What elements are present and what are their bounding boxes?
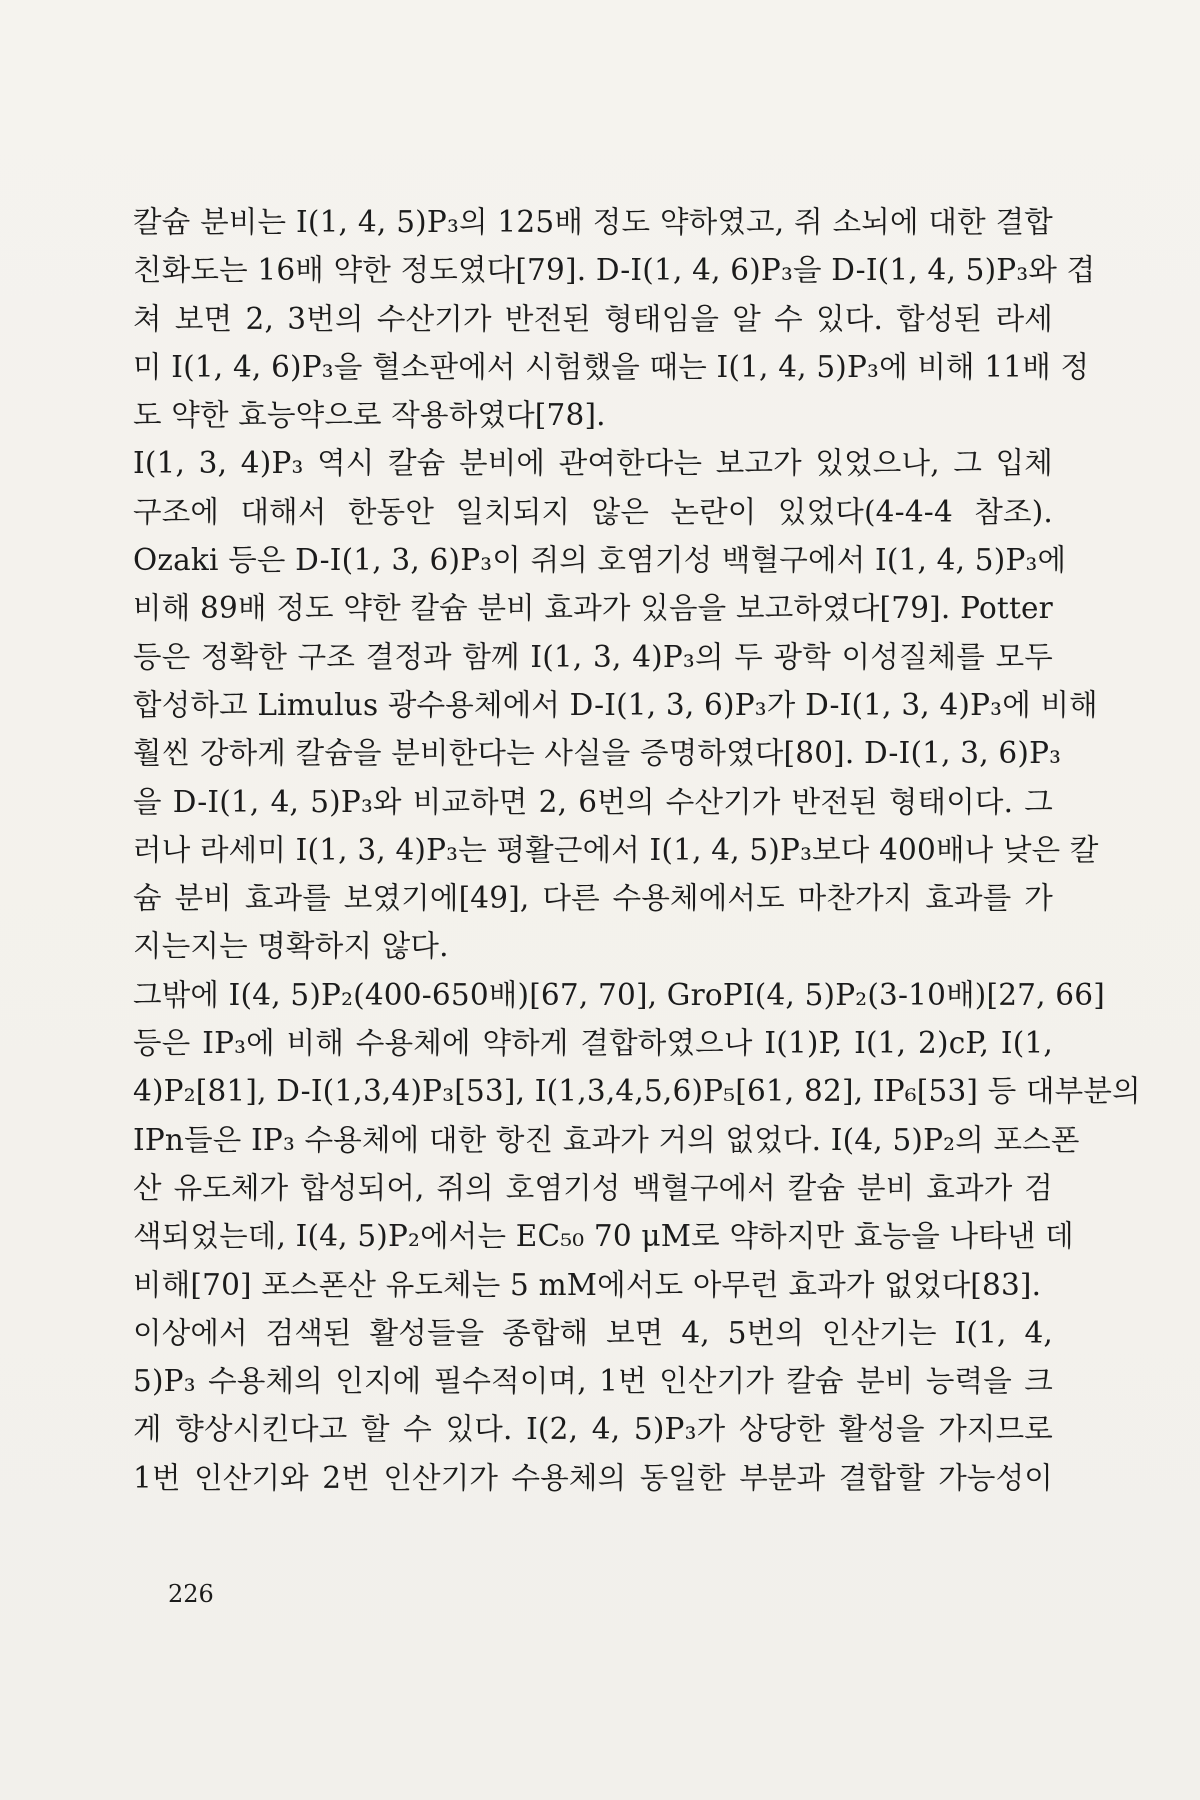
page-number: 226 xyxy=(168,1580,214,1608)
text-line: 을 D-I(1, 4, 5)P₃와 비교하면 2, 6번의 수산기가 반전된 형태이다. 그 xyxy=(133,784,1053,819)
text-line: 미 I(1, 4, 6)P₃을 혈소판에서 시험했을 때는 I(1, 4, 5)P₃에 비해 11배 정 xyxy=(133,349,1090,384)
text-line: 비해 89배 정도 약한 칼슘 분비 효과가 있음을 보고하였다[79]. Potter xyxy=(133,591,1053,626)
text-line: 훨씬 강하게 칼슘을 분비한다는 사실을 증명하였다[80]. D-I(1, 3, 6)P₃ xyxy=(133,736,1062,771)
text-line: 5)P₃ 수용체의 인지에 필수적이며, 1번 인산기가 칼슘 분비 능력을 크 xyxy=(133,1364,1053,1399)
text-line: 1번 인산기와 2번 인산기가 수용체의 동일한 부분과 결합할 가능성이 xyxy=(133,1460,1053,1495)
text-line: 지는지는 명확하지 않다. xyxy=(133,929,449,964)
text-line: 등은 IP₃에 비해 수용체에 약하게 결합하였으나 I(1)P, I(1, 2)cP, I(1, xyxy=(133,1026,1053,1061)
text-line: 등은 정확한 구조 결정과 함께 I(1, 3, 4)P₃의 두 광학 이성질체를 모두 xyxy=(133,639,1053,674)
body-text xyxy=(133,198,1141,1502)
text-line: 색되었는데, I(4, 5)P₂에서는 EC₅₀ 70 μM로 약하지만 효능을 나타낸 데 xyxy=(133,1219,1074,1254)
text-line: 4)P₂[81], D-I(1,3,4)P₃[53], I(1,3,4,5,6)P₅[61, 82], IP₆[53] 등 대부분의 xyxy=(133,1074,1141,1109)
text-line: 구조에 대해서 한동안 일치되지 않은 논란이 있었다(4-4-4 참조). xyxy=(133,494,1053,529)
text-line: 러나 라세미 I(1, 3, 4)P₃는 평활근에서 I(1, 4, 5)P₃보다 400배나 낮은 칼 xyxy=(133,832,1099,867)
text-line: 이상에서 검색된 활성들을 종합해 보면 4, 5번의 인산기는 I(1, 4, xyxy=(133,1315,1053,1350)
text-line: I(1, 3, 4)P₃ 역시 칼슘 분비에 관여한다는 보고가 있었으나, 그 입체 xyxy=(133,446,1053,481)
text-line: 게 향상시킨다고 할 수 있다. I(2, 4, 5)P₃가 상당한 활성을 가지므로 xyxy=(133,1412,1053,1447)
text-line: IPn들은 IP₃ 수용체에 대한 항진 효과가 거의 없었다. I(4, 5)P₂의 포스폰 xyxy=(133,1122,1080,1157)
text-line: 비해[70] 포스폰산 유도체는 5 mM에서도 아무런 효과가 없었다[83]. xyxy=(133,1267,1042,1302)
text-line: 슘 분비 효과를 보였기에[49], 다른 수용체에서도 마찬가지 효과를 가 xyxy=(133,881,1053,916)
text-line: 산 유도체가 합성되어, 쥐의 호염기성 백혈구에서 칼슘 분비 효과가 검 xyxy=(133,1170,1053,1205)
text-line: 그밖에 I(4, 5)P₂(400-650배)[67, 70], GroPI(4, 5)P₂(3-10배)[27, 66] xyxy=(133,977,1105,1012)
text-line: 합성하고 Limulus 광수용체에서 D-I(1, 3, 6)P₃가 D-I(1, 3, 4)P₃에 비해 xyxy=(133,687,1098,722)
text-line: 도 약한 효능약으로 작용하였다[78]. xyxy=(133,398,606,433)
text-line: 친화도는 16배 약한 정도였다[79]. D-I(1, 4, 6)P₃을 D-I(1, 4, 5)P₃와 겹 xyxy=(133,253,1096,288)
text-line: Ozaki 등은 D-I(1, 3, 6)P₃이 쥐의 호염기성 백혈구에서 I(1, 4, 5)P₃에 xyxy=(133,543,1067,578)
text-line: 쳐 보면 2, 3번의 수산기가 반전된 형태임을 알 수 있다. 합성된 라세 xyxy=(133,301,1053,336)
text-line: 칼슘 분비는 I(1, 4, 5)P₃의 125배 정도 약하였고, 쥐 소뇌에 대한 결합 xyxy=(133,205,1053,239)
